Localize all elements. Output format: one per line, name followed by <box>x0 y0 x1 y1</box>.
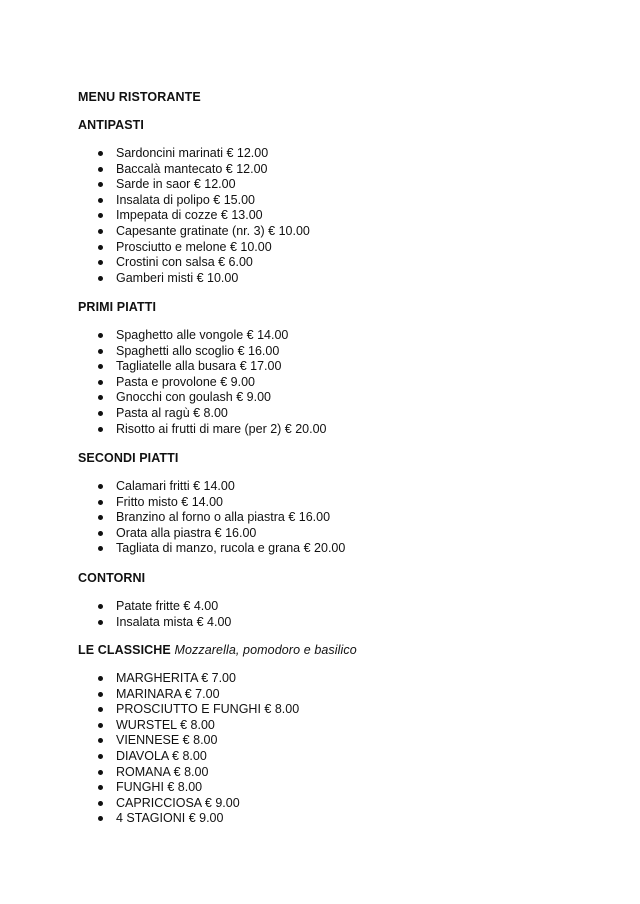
menu-title: MENU RISTORANTE <box>78 90 201 104</box>
list-contorni <box>78 599 231 630</box>
bullet-icon <box>98 213 103 218</box>
list-le-classiche <box>78 671 299 827</box>
section-heading-contorni: CONTORNI <box>78 571 146 585</box>
bullet-icon <box>98 276 103 281</box>
list-item: CAPRICCIOSA € 9.00 <box>78 796 299 812</box>
bullet-icon <box>98 333 103 338</box>
list-item: MARGHERITA € 7.00 <box>78 671 299 687</box>
section-heading-label: LE CLASSICHE <box>78 643 171 657</box>
list-item: Gnocchi con goulash € 9.00 <box>78 390 327 406</box>
bullet-icon <box>98 411 103 416</box>
list-item: Orata alla piastra € 16.00 <box>78 526 345 542</box>
list-item: Pasta al ragù € 8.00 <box>78 406 327 422</box>
bullet-icon <box>98 151 103 156</box>
bullet-icon <box>98 500 103 505</box>
bullet-icon <box>98 395 103 400</box>
bullet-icon <box>98 770 103 775</box>
bullet-icon <box>98 380 103 385</box>
bullet-icon <box>98 707 103 712</box>
list-item: Patate fritte € 4.00 <box>78 599 231 615</box>
bullet-icon <box>98 182 103 187</box>
bullet-icon <box>98 364 103 369</box>
list-item: MARINARA € 7.00 <box>78 687 299 703</box>
list-item: Baccalà mantecato € 12.00 <box>78 162 310 178</box>
list-item: Fritto misto € 14.00 <box>78 495 345 511</box>
list-item: Calamari fritti € 14.00 <box>78 479 345 495</box>
list-item: VIENNESE € 8.00 <box>78 733 299 749</box>
section-heading-secondi-piatti: SECONDI PIATTI <box>78 451 179 465</box>
bullet-icon <box>98 754 103 759</box>
bullet-icon <box>98 167 103 172</box>
list-item: Tagliatelle alla busara € 17.00 <box>78 359 327 375</box>
bullet-icon <box>98 676 103 681</box>
bullet-icon <box>98 738 103 743</box>
bullet-icon <box>98 515 103 520</box>
bullet-icon <box>98 801 103 806</box>
list-item: ROMANA € 8.00 <box>78 765 299 781</box>
list-item: WURSTEL € 8.00 <box>78 718 299 734</box>
list-primi-piatti <box>78 328 327 437</box>
section-subtitle: Mozzarella, pomodoro e basilico <box>174 643 357 657</box>
list-item: Tagliata di manzo, rucola e grana € 20.00 <box>78 541 345 557</box>
list-item: Sarde in saor € 12.00 <box>78 177 310 193</box>
bullet-icon <box>98 604 103 609</box>
list-item: Insalata di polipo € 15.00 <box>78 193 310 209</box>
list-item: FUNGHI € 8.00 <box>78 780 299 796</box>
bullet-icon <box>98 546 103 551</box>
list-secondi-piatti <box>78 479 345 557</box>
section-heading-antipasti: ANTIPASTI <box>78 118 144 132</box>
list-item: Spaghetto alle vongole € 14.00 <box>78 328 327 344</box>
bullet-icon <box>98 198 103 203</box>
bullet-icon <box>98 229 103 234</box>
bullet-icon <box>98 692 103 697</box>
list-item: Insalata mista € 4.00 <box>78 615 231 631</box>
list-item: Pasta e provolone € 9.00 <box>78 375 327 391</box>
bullet-icon <box>98 723 103 728</box>
list-item: Impepata di cozze € 13.00 <box>78 208 310 224</box>
bullet-icon <box>98 245 103 250</box>
section-heading-primi-piatti: PRIMI PIATTI <box>78 300 157 314</box>
list-item: Spaghetti allo scoglio € 16.00 <box>78 344 327 360</box>
list-item: DIAVOLA € 8.00 <box>78 749 299 765</box>
list-item: Crostini con salsa € 6.00 <box>78 255 310 271</box>
list-antipasti <box>78 146 310 286</box>
bullet-icon <box>98 785 103 790</box>
list-item: Sardoncini marinati € 12.00 <box>78 146 310 162</box>
list-item: Gamberi misti € 10.00 <box>78 271 310 287</box>
list-item: Risotto ai frutti di mare (per 2) € 20.00 <box>78 422 327 438</box>
bullet-icon <box>98 260 103 265</box>
list-item: Capesante gratinate (nr. 3) € 10.00 <box>78 224 310 240</box>
list-item: Prosciutto e melone € 10.00 <box>78 240 310 256</box>
list-item: 4 STAGIONI € 9.00 <box>78 811 299 827</box>
bullet-icon <box>98 349 103 354</box>
list-item: Branzino al forno o alla piastra € 16.00 <box>78 510 345 526</box>
bullet-icon <box>98 427 103 432</box>
section-heading-le-classiche <box>78 643 357 657</box>
list-item: PROSCIUTTO E FUNGHI € 8.00 <box>78 702 299 718</box>
bullet-icon <box>98 531 103 536</box>
bullet-icon <box>98 484 103 489</box>
bullet-icon <box>98 620 103 625</box>
bullet-icon <box>98 816 103 821</box>
